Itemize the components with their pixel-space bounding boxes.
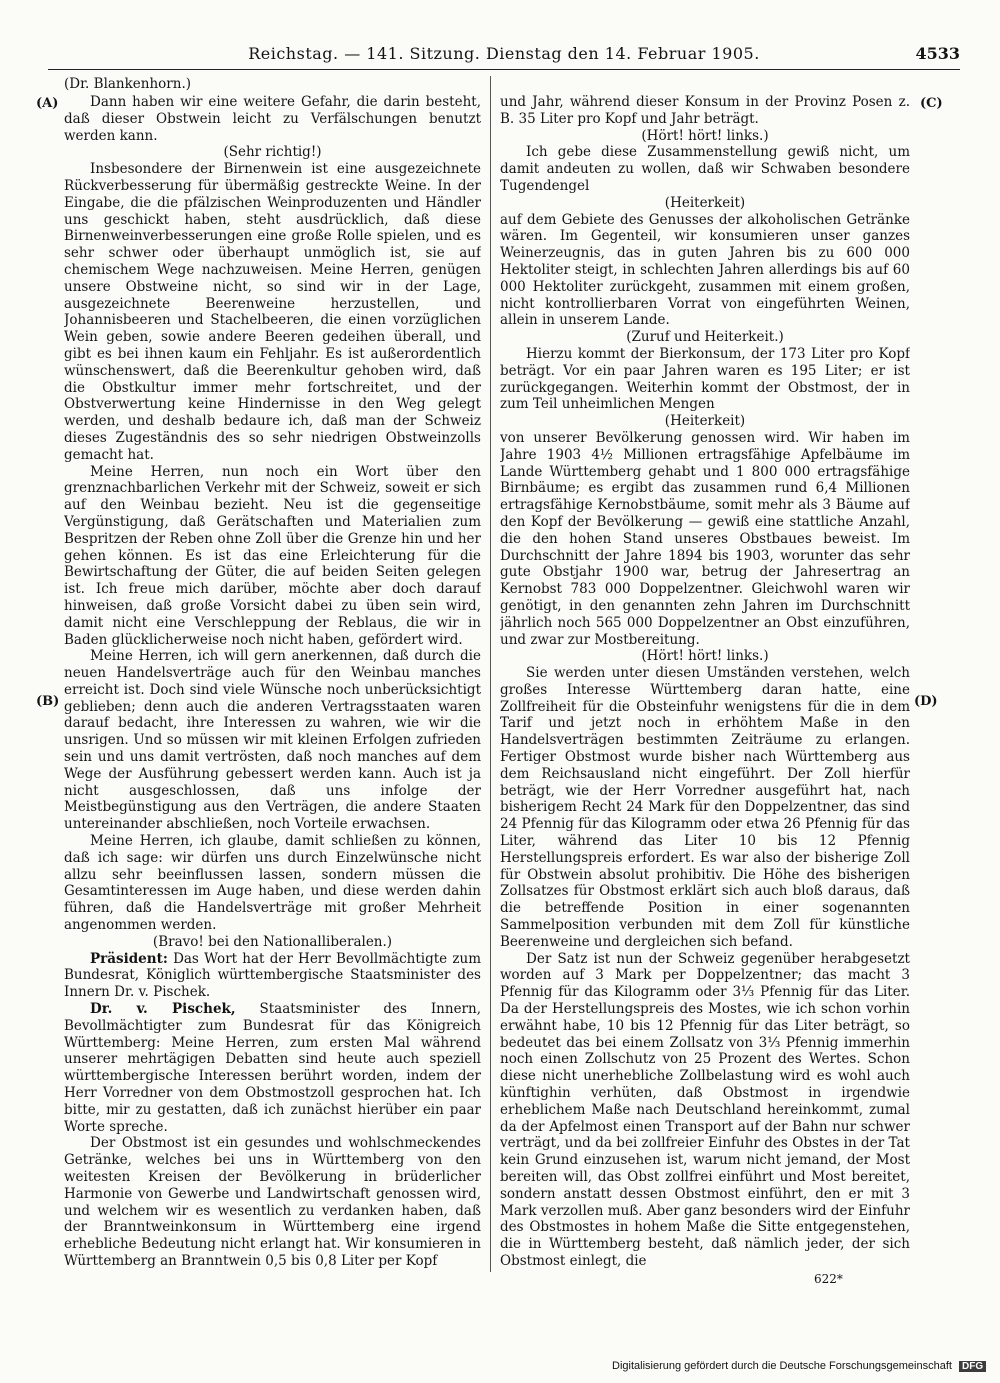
paragraph: Sie werden unter diesen Umständen verstehen, welch großes Interesse Württemberg daran hatte, eine Zollfreiheit für die Obsteinfuhr wenigstens für die in dem Tarif und jetzt noch in erhöhtem Maße in den Handelsverträgen bestimmten Zeiträume zu erlangen. Fertiger Obstmost wurde bisher nach Württemberg aus dem Reichsausland nicht eingeführt. Der Zoll hierfür beträgt, wie der Herr Vorredner ausgeführt hat, nach bisherigem Recht 24 Mark für den Doppelzentner, das sind 24 Pfennig für das Kilogramm oder etwa 26 Pfennig für das Liter, während das Liter 10 bis 12 Pfennig Herstellungspreis erfordert. Es war also der bisherige Zoll für Obstwein absolut prohibitiv. Die Höhe des bisherigen Zollsatzes für Obstmost erklärt sich auch bloß daraus, daß die betreffende Position in einer sogenannten Sammelposition verbunden mit dem Zoll für künstliche Beerenweine und dergleichen sich befand. bbox=[500, 665, 910, 950]
speaker-label: Präsident: bbox=[90, 950, 168, 967]
footer bbox=[612, 1360, 986, 1372]
signature-mark: 622* bbox=[814, 1272, 843, 1286]
interjection: (Sehr richtig!) bbox=[223, 144, 322, 161]
paragraph-pischek bbox=[64, 1001, 481, 1135]
speech-text: Staatsminister des Innern, Bevollmächtigter zum Bundesrat für das Königreich Württemberg: Meine Herren, zum ersten Mal während unserer mehrtägigen Debatten sind heute auch speziell württembergische Interessen berührt worden, indem der Herr Vorredner von dem Obstmostzoll gesprochen hat. Ich bitte, mir zu gestatten, daß ich zunächst hierüber ein paar Worte spreche. bbox=[64, 1001, 481, 1135]
page-number: 4533 bbox=[915, 44, 960, 63]
paragraph: Dann haben wir eine weitere Gefahr, die darin besteht, daß dieser Obstwein leicht zu Verfälschungen benutzt werden kann. bbox=[64, 94, 481, 144]
paragraph: Der Obstmost ist ein gesundes und wohlschmeckendes Getränke, welches bei uns in Württemberg von den weitesten Kreisen der Bevölkerung in brüderlicher Harmonie von Gewerbe und Landwirtschaft genossen wird, und welchem wir es wesentlich zu verdanken haben, daß der Branntweinkonsum in Württemberg eine irgend erhebliche Bedeutung nicht erlangt hat. Wir konsumieren in Württemberg an Branntwein 0,5 bis 0,8 Liter per Kopf bbox=[64, 1135, 481, 1269]
interjection: (Heiterkeit) bbox=[664, 194, 746, 211]
dfg-logo-icon: DFG bbox=[959, 1361, 986, 1372]
interjection: (Zuruf und Heiterkeit.) bbox=[626, 329, 784, 346]
paragraph: Meine Herren, ich will gern anerkennen, daß durch die neuen Handelsverträge auch für den Weinbau manches erreicht ist. Doch sind viele Wünsche noch unberücksichtigt geblieben; denn auch die anderen Vertragsstaaten waren darauf bedacht, ihre Interessen zu wahren, wie wir die unsrigen. Und so müssen wir mit kleinen Erfolgen zufrieden sein und uns damit vertrösten, daß noch manches auf dem Wege der Ausführung gebessert werden kann. Auch ist ja nicht ausgeschlossen, daß uns infolge der Meistbegünstigung aus den Verträgen, die andere Staaten untereinander abschließen, noch Vorteile erwachsen. bbox=[64, 648, 481, 833]
interjection: (Hört! hört! links.) bbox=[641, 127, 769, 144]
interjection: (Bravo! bei den Nationalliberalen.) bbox=[152, 933, 393, 950]
footer-text: Digitalisierung gefördert durch die Deutsche Forschungsgemeinschaft bbox=[612, 1360, 952, 1372]
header-rule bbox=[48, 69, 960, 70]
paragraph-president bbox=[64, 951, 481, 1001]
paragraph: Ich gebe diese Zusammenstellung gewiß nicht, um damit andeuten zu wollen, daß wir Schwaben besondere Tugendengel bbox=[500, 144, 910, 194]
margin-letter-a: (A) bbox=[36, 96, 59, 111]
column-divider bbox=[490, 76, 491, 1272]
speaker-continuation: (Dr. Blankenhorn.) bbox=[64, 76, 192, 92]
speech-text: Das Wort hat der Herr Bevollmächtigte zum Bundesrat, Königlich württembergische Staatsminister des Innern Dr. v. Pischek. bbox=[64, 950, 481, 1001]
margin-letter-c: (C) bbox=[920, 96, 943, 111]
interjection: (Hört! hört! links.) bbox=[641, 648, 769, 665]
paragraph: Meine Herren, nun noch ein Wort über den grenznachbarlichen Verkehr mit der Schweiz, soweit er sich auf den Weinbau bezieht. Neu ist die gegenseitige Vergünstigung, daß Gerätschaften und Materialien zum Bespritzen der Reben ohne Zoll über die Grenze hin und her gehen können. Es ist das eine Erleichterung für die Bewirtschaftung der Güter, die auf beiden Seiten gelegen ist. Ich freue mich darüber, möchte aber doch darauf hinweisen, daß große Vorsicht dabei zu üben sein wird, damit nicht eine Verschleppung der Reblaus, die wir in Baden glücklicherweise noch nicht haben, gefördert wird. bbox=[64, 463, 481, 648]
header-title: Reichstag. — 141. Sitzung. Dienstag den 14. Februar 1905. bbox=[248, 44, 760, 63]
margin-letter-b: (B) bbox=[36, 694, 60, 709]
interjection: (Heiterkeit) bbox=[664, 413, 746, 430]
paragraph: Meine Herren, ich glaube, damit schließen zu können, daß ich sage: wir dürfen uns durch Einzelwünsche nicht allzu sehr beeinflussen lassen, sondern müssen die Gesamtinteressen im Auge haben, und diese werden dahin führen, daß die Handelsverträge mit großer Mehrheit angenommen werden. bbox=[64, 833, 481, 934]
margin-letter-d: (D) bbox=[914, 694, 938, 709]
paragraph: auf dem Gebiete des Genusses der alkoholischen Getränke wären. Im Gegenteil, wir konsumieren unser ganzes Weinerzeugnis, das in guten Jahren bis zu 600 000 Hektoliter steigt, in schlechten Jahren allerdings bis auf 60 000 Hektoliter zurückgeht, zusammen mit einem großen, nicht kontrollierbaren Vorrat von eingeführten Weinen, allein in unserem Lande. bbox=[500, 211, 910, 329]
right-column bbox=[500, 94, 910, 1272]
left-column bbox=[64, 94, 481, 1272]
paragraph: Der Satz ist nun der Schweiz gegenüber herabgesetzt worden auf 3 Mark per Doppelzentner; das macht 3 Pfennig für das Kilogramm oder 3⅓ Pfennig für das Liter. Da der Herstellungspreis des Mostes, wie ich schon vorhin erwähnt habe, 10 bis 12 Pfennig für das Liter beträgt, so bedeutet das bei einem Zollsatz von 3⅓ Pfennig immerhin noch einen Zollschutz von 25 Prozent des Wertes. Schon diese nicht unerhebliche Zollbelastung wird es wohl auch künftighin verhüten, daß Obstmost in irgendwie erheblichem Maße nach Deutschland hereinkommt, zumal da der Apfelmost einen Transport auf der Bahn nur schwer verträgt, und da bei zollfreier Einfuhr des Obstes in der Tat kein Grund einzusehen ist, warum nicht jemand, der Most bereiten will, das Obst zollfrei einführt und Most bereitet, sondern anstatt dessen Obstmost einführt, den er mit 3 Mark verzollen muß. Aber ganz besonders wird der Einfuhr des Obstmostes in hohem Maße die Sitte entgegenstehen, die in Württemberg besteht, daß nämlich jeder, der sich Obstmost einlegt, die bbox=[500, 950, 910, 1269]
speaker-label: Dr. v. Pischek, bbox=[90, 1001, 236, 1018]
paragraph: und Jahr, während dieser Konsum in der Provinz Posen z. B. 35 Liter pro Kopf und Jahr beträgt. bbox=[500, 94, 910, 127]
running-header bbox=[48, 44, 960, 70]
paragraph: von unserer Bevölkerung genossen wird. Wir haben im Jahre 1903 4½ Millionen ertragsfähige Apfelbäume im Lande Württemberg gehabt und 1 800 000 ertragsfähige Birnbäume; es ergibt das zusammen rund 6,4 Millionen ertragsfähige Kernobstbäume, somit mehr als 3 Bäume auf den Kopf der Bevölkerung — gewiß eine stattliche Anzahl, die den hohen Stand unseres Obstbaues beweist. Im Durchschnitt der Jahre 1894 bis 1903, worunter das sehr gute Obstjahr 1900 war, betrug der Jahresertrag an Kernobst 783 000 Doppelzentner. Gleichwohl waren wir genötigt, in den genannten zehn Jahren im Durchschnitt jährlich noch 565 000 Doppelzentner an Obst einzuführen, und zwar zur Mostbereitung. bbox=[500, 429, 910, 648]
paragraph: Insbesondere der Birnenwein ist eine ausgezeichnete Rückverbesserung für übermäßig gestreckte Weine. In der Eingabe, die die pfälzischen Weinproduzenten und Händler uns geschickt haben, steht ausdrücklich, daß diese Birnenweinverbesserungen eine große Rolle spielen, und es sehr schwer oder überhaupt unmöglich ist, sie auf chemischem Wege nachzuweisen. Meine Herren, genügen unsere Obstweine nicht, so sind wir in der Lage, ausgezeichnete Beerenweine herzustellen, und Johannisbeeren und Stachelbeeren, die einen vorzüglichen Wein geben, sowie andere Beeren gedeihen überall, und gibt es bei ihnen kaum ein Fehljahr. Es ist außerordentlich wünschenswert, daß die Beerenkultur gehoben wird, daß die Obstkultur immer mehr fortschreitet, und der Obstverwertung keine Hindernisse in den Weg gelegt werden, und deshalb bedaure ich, daß man der Schweiz dieses Zugeständnis des so sehr niedrigen Obstweinzolls gemacht hat. bbox=[64, 161, 481, 463]
paragraph: Hierzu kommt der Bierkonsum, der 173 Liter pro Kopf beträgt. Vor ein paar Jahren waren es 195 Liter; er ist zurückgegangen. Weiterhin kommt der Obstmost, der in zum Teil unheimlichen Mengen bbox=[500, 345, 910, 413]
